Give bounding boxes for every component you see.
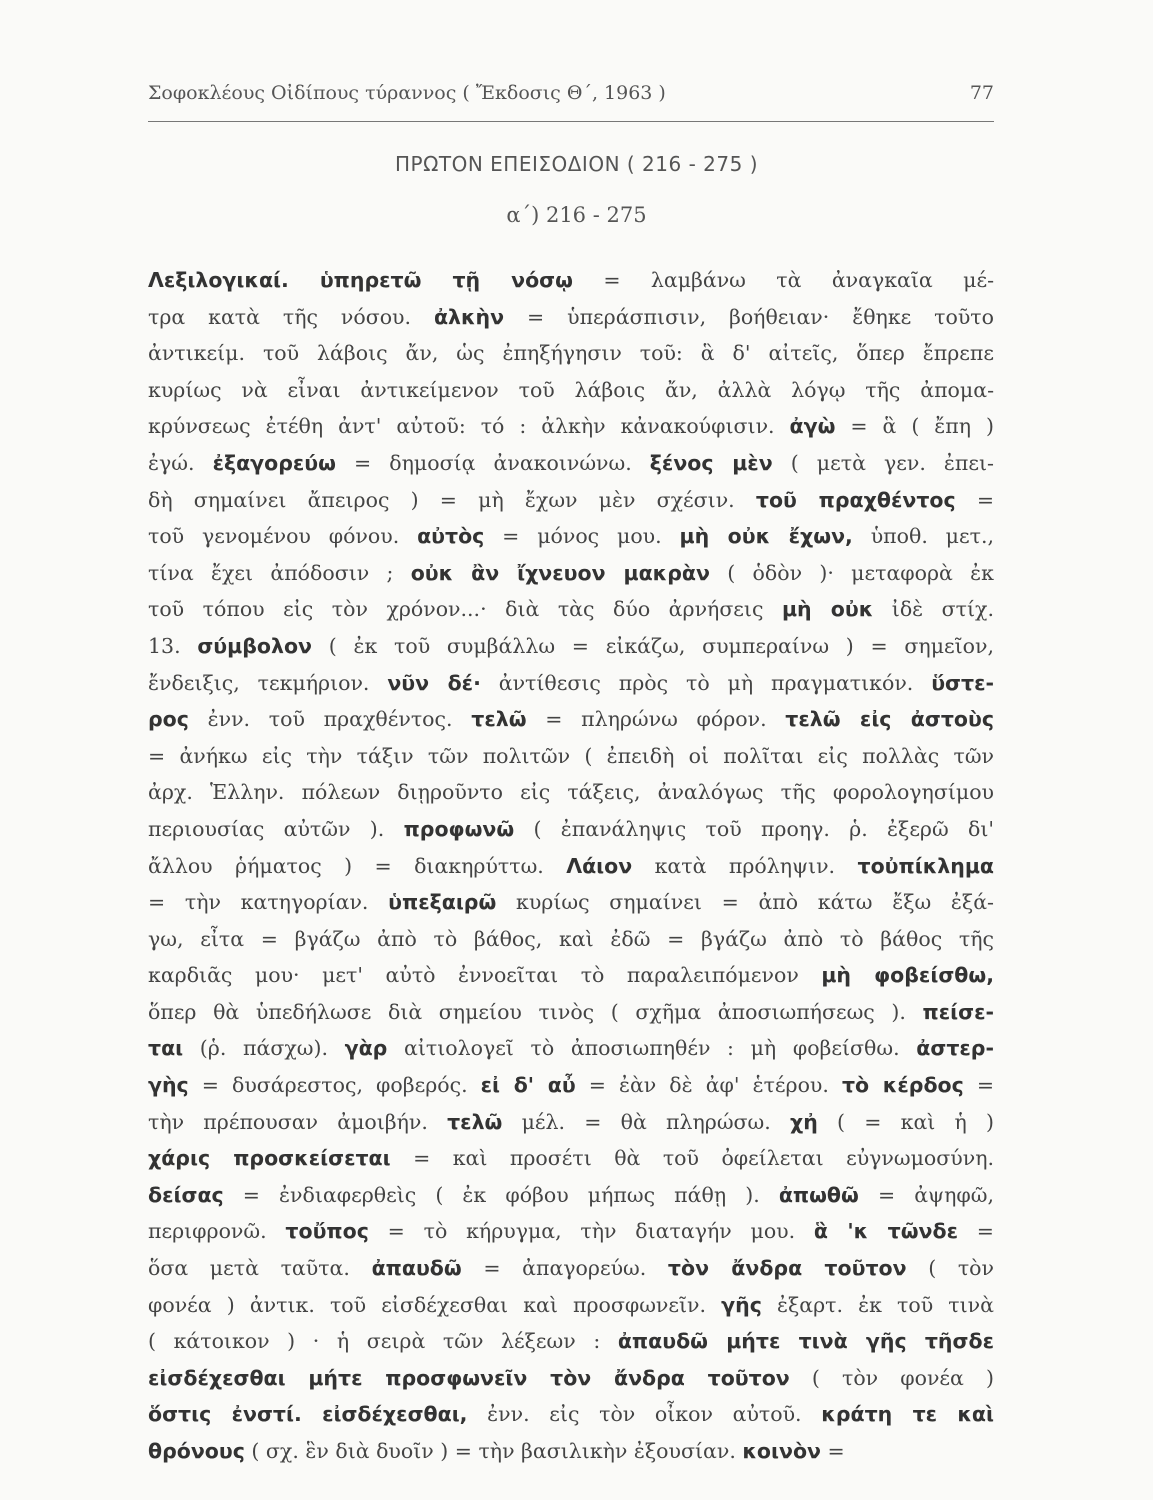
- gloss: καρδιᾶς μου· μετ' αὐτὸ ἐννοεῖται τὸ παραλειπόμενον: [148, 963, 822, 988]
- gloss: ( μετὰ γεν. ἐπει-: [772, 450, 994, 475]
- gloss: = ἀνήκω εἰς τὴν τάξιν τῶν πολιτῶν ( ἐπειδὴ οἱ πολῖται εἰς πολλὰς τῶν: [148, 743, 994, 768]
- gloss: =: [958, 1219, 994, 1244]
- text-line: [148, 1030, 994, 1067]
- text-line: [148, 591, 994, 628]
- gloss: ἀντίθεσις πρὸς τὸ μὴ πραγματικόν.: [480, 670, 932, 695]
- text-line: [148, 1067, 994, 1104]
- gloss: ( τὸν φονέα ): [789, 1365, 994, 1390]
- gloss: ἔνδειξις, τεκμήριον.: [148, 670, 388, 695]
- lemma: χἠ: [790, 1109, 818, 1134]
- section-title: ΠΡΩΤΟΝ ΕΠΕΙΣΟΔΙΟΝ ( 216 - 275 ): [395, 152, 758, 176]
- header-rule: [148, 121, 994, 122]
- text-line: [148, 1140, 994, 1177]
- text-line: [148, 299, 994, 336]
- gloss: κρύνσεως ἐτέθη ἀντ' αὐτοῦ: τό : ἀλκὴν κἀνακούφισιν.: [148, 414, 790, 439]
- lemma: ὑπηρετῶ τῇ νόσῳ: [319, 268, 573, 292]
- gloss: ἀρχ. Ἑλλην. πόλεων διῃροῦντο εἰς τάξεις, ἀναλόγως τῆς φορολογησίμου: [148, 780, 994, 805]
- lemma: ἀπωθῶ: [778, 1182, 859, 1207]
- gloss: =: [955, 487, 994, 512]
- text-line: [148, 1433, 994, 1470]
- text-line: [148, 701, 994, 738]
- subsection-title: α΄) 216 - 275: [506, 203, 647, 227]
- running-header: [148, 82, 994, 112]
- lemma: ἀλκὴν: [433, 304, 505, 329]
- lemma: μὴ οὐκ ἔχων,: [679, 524, 853, 549]
- gloss: = καὶ προσέτι θὰ τοῦ ὀφείλεται εὐγνωμοσύνη.: [390, 1146, 994, 1171]
- gloss: ( τὸν: [906, 1256, 994, 1281]
- gloss: = τὴν κατηγορίαν.: [148, 890, 389, 915]
- gloss: αἰτιολογεῖ τὸ ἀποσιωπηθέν : μὴ φοβείσθω.: [387, 1036, 917, 1061]
- gloss: = τὸ κήρυγμα, τὴν διαταγήν μου.: [368, 1219, 814, 1244]
- gloss: ὑποθ. μετ.,: [852, 524, 994, 549]
- gloss: 13.: [148, 633, 198, 658]
- text-line: [148, 628, 994, 665]
- text-line: [148, 262, 994, 299]
- lemma: Λεξιλογικαί.: [148, 268, 320, 292]
- lemma: μὴ φοβείσθω,: [821, 963, 994, 988]
- lemma: ὕστε-: [931, 670, 994, 695]
- lemma: ξένος μὲν: [649, 450, 773, 475]
- lemma: ἀγὼ: [789, 414, 836, 439]
- gloss: ( σχ. ἓν διὰ δυοῖν ) = τὴν βασιλικὴν ἐξουσίαν.: [244, 1439, 743, 1463]
- text-line: [148, 482, 994, 519]
- lemma: δείσας: [148, 1182, 224, 1207]
- gloss: τοῦ γενομένου φόνου.: [148, 524, 418, 549]
- lemma: κοινὸν: [742, 1439, 822, 1463]
- text-line: [148, 1360, 994, 1397]
- gloss: ὅπερ θὰ ὑπεδήλωσε διὰ σημείου τινὸς ( σχῆμα ἀποσιωπήσεως ).: [148, 999, 923, 1024]
- text-line: [148, 1104, 994, 1141]
- lemma: ἐξαγορεύω: [212, 450, 336, 475]
- gloss: κυρίως σημαίνει = ἀπὸ κάτω ἔξω ἐξά-: [496, 890, 994, 915]
- gloss: τρα κατὰ τῆς νόσου.: [148, 304, 434, 329]
- text-line: [148, 1323, 994, 1360]
- text-line: [148, 555, 994, 592]
- text-line: [148, 665, 994, 702]
- gloss: κατὰ πρόληψιν.: [632, 853, 858, 878]
- lemma: γὰρ: [344, 1036, 388, 1061]
- lemma: τοὔπος: [285, 1219, 369, 1244]
- text-line: [148, 1396, 994, 1433]
- lemma: ται: [148, 1036, 184, 1061]
- lemma: κράτη τε καὶ: [821, 1402, 994, 1427]
- gloss: ( ἐκ τοῦ συμβάλλω = εἰκάζω, συμπεραίνω ) = σημεῖον,: [312, 633, 994, 658]
- lemma: σύμβολον: [197, 633, 313, 658]
- gloss: (ῥ. πάσχω).: [183, 1036, 345, 1061]
- gloss: ( = καὶ ἡ ): [817, 1109, 994, 1134]
- header-title: Σοφοκλέους Οἰδίπους τύραννος ( Ἔκδοσις Θ΄, 1963 ): [148, 82, 666, 104]
- gloss: = μόνος μου.: [484, 524, 680, 549]
- gloss: = ἀψηφῶ,: [858, 1182, 994, 1207]
- text-line: [148, 445, 994, 482]
- gloss: = δυσάρεστος, φοβερός.: [188, 1073, 481, 1098]
- text-line: [148, 884, 994, 921]
- text-line: [148, 994, 994, 1031]
- lemma: προφωνῶ: [403, 816, 515, 841]
- text-line: [148, 1177, 994, 1214]
- gloss: ἀντικείμ. τοῦ λάβοις ἄν, ὡς ἐπηξήγησιν τοῦ: ἃ δ' αἰτεῖς, ὅπερ ἔπρεπε: [148, 341, 994, 366]
- gloss: τὴν πρέπουσαν ἀμοιβήν.: [148, 1109, 448, 1134]
- gloss: τίνα ἔχει ἀπόδοσιν ;: [148, 560, 411, 585]
- lemma: οὐκ ἂν ἴχνευον μακρὰν: [410, 560, 710, 585]
- gloss: ἐξαρτ. ἐκ τοῦ τινὰ: [761, 1292, 994, 1317]
- gloss: = δημοσίᾳ ἀνακοινώνω.: [335, 450, 650, 475]
- lemma: τελῶ: [447, 1109, 503, 1134]
- text-line: [148, 811, 994, 848]
- lemma: αὐτὸς: [417, 524, 485, 549]
- gloss: ὅσα μετὰ ταῦτα.: [148, 1256, 372, 1281]
- gloss: =: [821, 1439, 845, 1463]
- gloss: τοῦ τόπου εἰς τὸν χρόνον...· διὰ τὰς δύο ἀρνήσεις: [148, 597, 782, 622]
- gloss: γω, εἶτα = βγάζω ἀπὸ τὸ βάθος, καὶ ἐδῶ = βγάζω ἀπὸ τὸ βάθος τῆς: [148, 926, 994, 951]
- gloss: = ἐὰν δὲ ἀφ' ἑτέρου.: [575, 1073, 842, 1098]
- text-line: [148, 957, 994, 994]
- gloss: ἐγώ.: [148, 450, 213, 475]
- text-line: [148, 1213, 994, 1250]
- gloss: = πληρώνω φόρον.: [526, 707, 786, 732]
- lemma: γῆς: [721, 1292, 762, 1317]
- commentary-body: [148, 262, 994, 1470]
- lemma: χάρις προσκείσεται: [148, 1146, 391, 1171]
- lemma: Λάιον: [566, 853, 633, 878]
- text-line: [148, 372, 994, 409]
- page-number: 77: [969, 82, 994, 104]
- text-line: [148, 921, 994, 958]
- lemma: τελῶ εἰς ἀστοὺς: [785, 707, 994, 732]
- gloss: ἐνν. εἰς τὸν οἶκον αὐτοῦ.: [467, 1402, 822, 1427]
- gloss: ἰδὲ στίχ.: [873, 597, 994, 622]
- lemma: τοῦ πραχθέντος: [755, 487, 956, 512]
- gloss: ἄλλου ῥήματος ) = διακηρύττω.: [148, 853, 567, 878]
- gloss: ἐνν. τοῦ πραχθέντος.: [188, 707, 472, 732]
- gloss: κυρίως νὰ εἶναι ἀντικείμενον τοῦ λάβοις ἄν, ἀλλὰ λόγῳ τῆς ἀπομα-: [148, 377, 994, 402]
- lemma: ἃ 'κ τῶνδε: [813, 1219, 959, 1244]
- lemma: πείσε-: [922, 999, 994, 1024]
- lemma: ἀστερ-: [916, 1036, 994, 1061]
- text-line: [148, 335, 994, 372]
- gloss: = ὑπεράσπισιν, βοήθειαν· ἔθηκε τοῦτο: [504, 304, 994, 329]
- gloss: = λαμβάνω τὰ ἀναγκαῖα μέ-: [572, 268, 994, 292]
- gloss: ( κάτοικον ) · ἡ σειρὰ τῶν λέξεων :: [148, 1329, 618, 1354]
- gloss: δὴ σημαίνει ἄπειρος ) = μὴ ἔχων μὲν σχέσιν.: [148, 487, 756, 512]
- gloss: =: [963, 1073, 994, 1098]
- lemma: εἰσδέχεσθαι μήτε προσφωνεῖν τὸν ἄνδρα τοῦτον: [148, 1365, 790, 1390]
- text-line: [148, 1250, 994, 1287]
- lemma: ὅστις ἐνστί. εἰσδέχεσθαι,: [148, 1402, 468, 1427]
- text-line: [148, 738, 994, 775]
- lemma: τελῶ: [471, 707, 527, 732]
- lemma: τὸ κέρδος: [841, 1073, 964, 1098]
- text-line: [148, 1287, 994, 1324]
- lemma: μὴ οὐκ: [781, 597, 874, 622]
- gloss: = ἃ ( ἔπη ): [835, 414, 994, 439]
- lemma: ἀπαυδῶ: [371, 1256, 462, 1281]
- gloss: μέλ. = θὰ πληρώσω.: [502, 1109, 790, 1134]
- gloss: περιφρονῶ.: [148, 1219, 286, 1244]
- lemma: τὸν ἄνδρα τοῦτον: [667, 1256, 907, 1281]
- lemma: εἰ δ' αὖ: [480, 1073, 576, 1098]
- gloss: = ἀπαγορεύω.: [461, 1256, 668, 1281]
- text-line: [148, 408, 994, 445]
- lemma: τοὐπίκλημα: [857, 853, 994, 878]
- gloss: περιουσίας αὐτῶν ).: [148, 816, 404, 841]
- lemma: ὑπεξαιρῶ: [388, 890, 497, 915]
- gloss: = ἐνδιαφερθεὶς ( ἐκ φόβου μήπως πάθῃ ).: [223, 1182, 779, 1207]
- gloss: φονέα ) ἀντικ. τοῦ εἰσδέχεσθαι καὶ προσφωνεῖν.: [148, 1292, 722, 1317]
- lemma: ἀπαυδῶ μήτε τινὰ γῆς τῆσδε: [617, 1329, 994, 1354]
- lemma: θρόνους: [148, 1439, 245, 1463]
- text-line: [148, 848, 994, 885]
- text-line: [148, 518, 994, 555]
- lemma: νῦν δέ·: [387, 670, 481, 695]
- text-line: [148, 774, 994, 811]
- lemma: γὴς: [148, 1073, 189, 1098]
- gloss: ( ἐπανάληψις τοῦ προηγ. ῥ. ἐξερῶ δι': [514, 816, 994, 841]
- lemma: ρος: [148, 707, 189, 732]
- gloss: ( ὁδὸν )· μεταφορὰ ἐκ: [709, 560, 994, 585]
